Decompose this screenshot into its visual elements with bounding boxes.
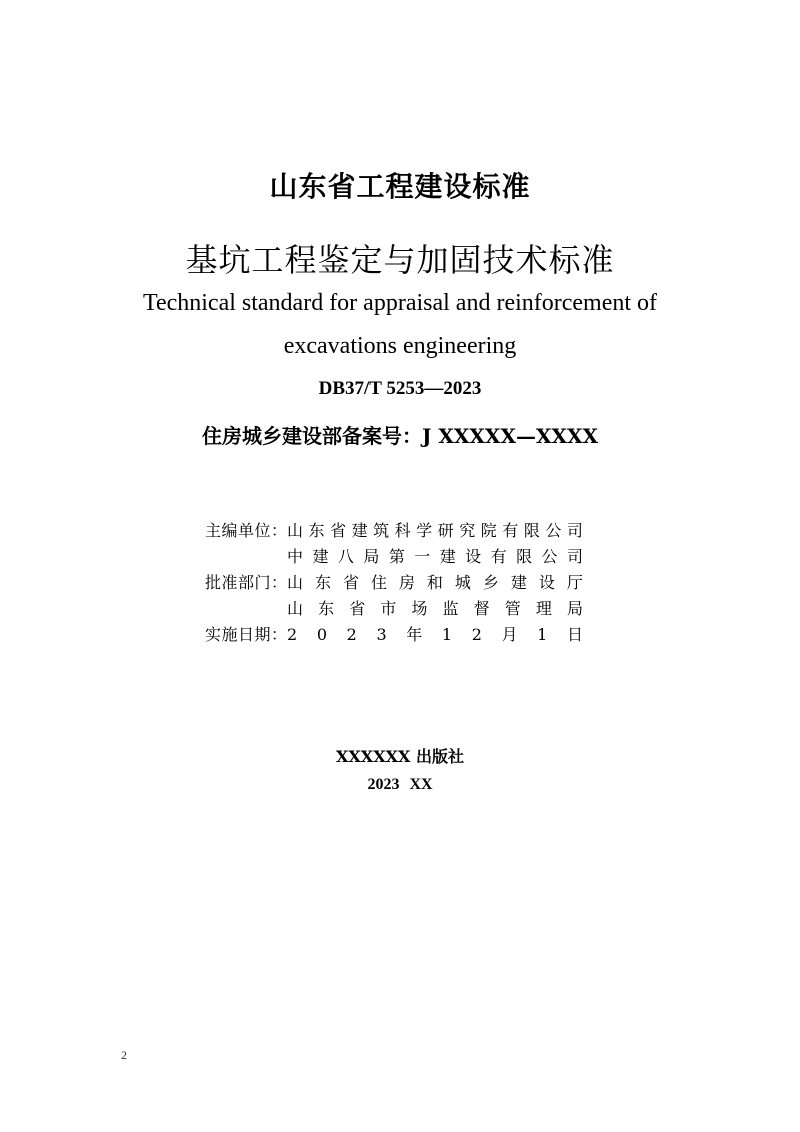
info-value-char: 司 [566,521,583,540]
info-value-char: 3 [376,625,387,644]
publication-year: 2023 XX [367,776,433,793]
info-value-char: 建 [510,573,527,592]
info-value-char: 东 [314,573,331,592]
info-value-char: 院 [480,521,497,540]
info-value [287,596,583,622]
info-value-char: 研 [437,521,454,540]
info-value-char: 理 [535,599,552,618]
info-row-chief-editor-2 [205,544,583,570]
info-value-char: 建 [312,547,329,566]
document-title-chinese: 基坑工程鉴定与加固技术标准 [185,241,615,279]
info-value-char: 第 [388,547,405,566]
info-value-char: 中 [287,547,304,566]
page-number: 2 [121,1048,127,1062]
info-value-char: 限 [523,521,540,540]
info-value-char: 公 [541,547,558,566]
info-value-char: 1 [537,625,548,644]
info-value-char: 省 [342,573,359,592]
record-number: 住房城乡建设部备案号：J XXXXX—XXXX [201,424,599,448]
document-title-english-line-1: Technical standard for appraisal and reinforcement of [142,290,658,316]
info-row-approval-department-2 [205,596,583,622]
info-value-char: 一 [414,547,431,566]
info-label: 实施日期： [205,625,288,644]
publisher-name: XXXXXX 出版社 [335,747,465,766]
info-row-implementation-date [205,622,583,648]
info-value-char: 建 [351,521,368,540]
info-value-char: 筑 [373,521,390,540]
info-value-char: 城 [454,573,471,592]
info-value-char: 乡 [482,573,499,592]
info-value-char: 有 [502,521,519,540]
document-title-english-line-2: excavations engineering [283,333,517,359]
info-value-char: 省 [330,521,347,540]
info-value-char: 司 [566,547,583,566]
info-value-char: 市 [380,599,397,618]
info-value-char: 山 [287,521,304,540]
info-value-char: 限 [516,547,533,566]
info-value-char: 月 [501,625,518,644]
info-value-char: 局 [566,599,583,618]
info-value-char: 建 [439,547,456,566]
info-label: 主编单位： [205,521,288,540]
info-value-char: 有 [490,547,507,566]
info-value-char: 八 [337,547,354,566]
info-value-char: 房 [398,573,415,592]
standard-code: DB37/T 5253—2023 [318,378,482,399]
info-value-char: 2 [346,625,357,644]
info-value-char: 2 [287,625,298,644]
info-value [287,622,583,648]
info-row-approval-department [205,570,583,596]
info-value-char: 公 [545,521,562,540]
series-title: 山东省工程建设标准 [269,170,531,203]
info-value-char: 督 [473,599,490,618]
info-value-char: 监 [442,599,459,618]
info-value-char: 管 [504,599,521,618]
info-value-char: 东 [318,599,335,618]
info-value-char: 和 [426,573,443,592]
info-value [287,570,583,596]
info-value-char: 2 [471,625,482,644]
info-value-char: 年 [406,625,423,644]
info-value-char: 设 [465,547,482,566]
info-value [287,518,583,544]
info-value-char: 住 [370,573,387,592]
info-value [287,544,583,570]
info-value-char: 东 [308,521,325,540]
info-value-char: 科 [394,521,411,540]
info-value-char: 厅 [566,573,583,592]
info-value-char: 设 [538,573,555,592]
info-value-char: 场 [411,599,428,618]
info-value-char: 日 [566,625,583,644]
info-value-char: 究 [459,521,476,540]
info-value-char: 学 [416,521,433,540]
info-value-char: 山 [287,599,304,618]
info-value-char: 山 [287,573,304,592]
issuing-info-table [205,518,583,648]
info-value-char: 局 [363,547,380,566]
info-label: 批准部门： [205,573,288,592]
info-value-char: 省 [349,599,366,618]
info-value-char: 0 [316,625,327,644]
info-value-char: 1 [441,625,453,644]
info-row-chief-editor [205,518,583,544]
